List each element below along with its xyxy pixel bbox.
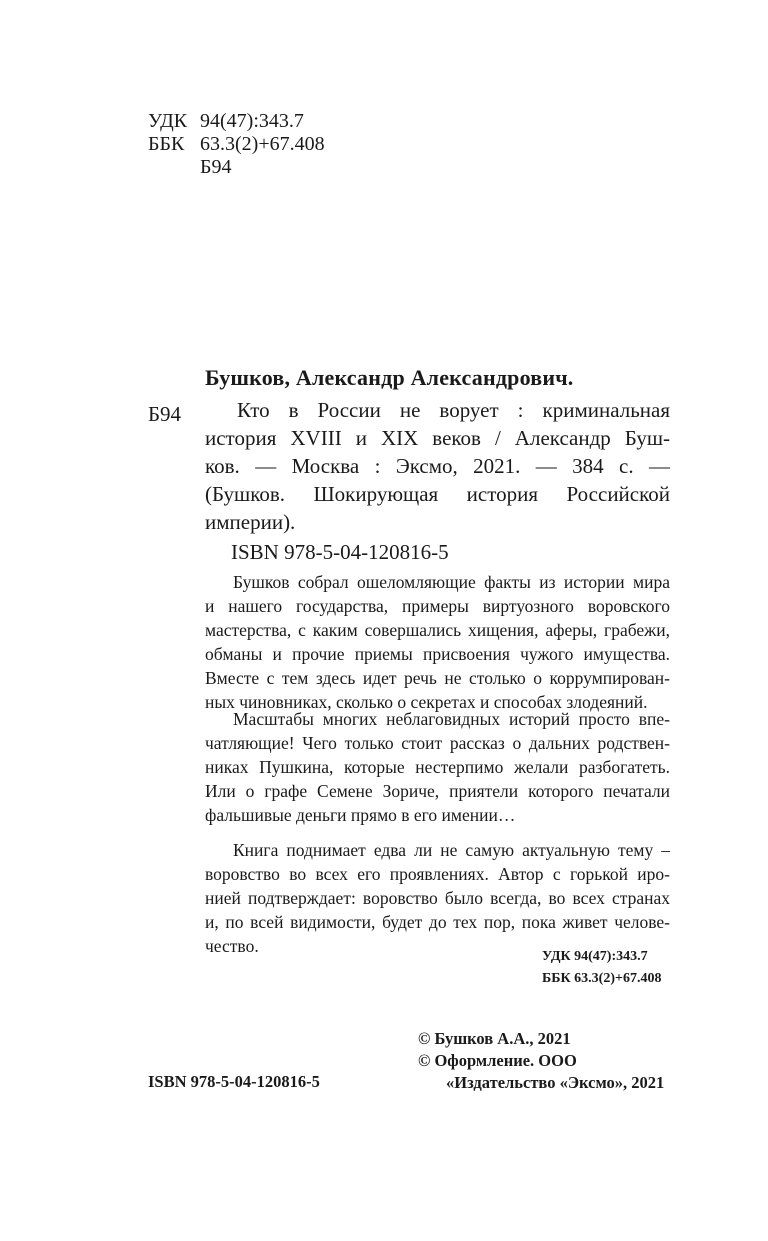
bottom-udk: УДК 94(47):343.7	[542, 949, 648, 964]
author-heading: Бушков, Александр Александрович.	[205, 365, 574, 390]
annotation-line: чество.	[205, 936, 259, 956]
annotation-line: Вместе с тем здесь идет речь не столько о коррумпирован-	[205, 668, 670, 688]
annotation-line: ных чиновниках, сколько о секретах и способах злодеяний.	[205, 692, 648, 712]
annotation-line: воровство во всех его проявлениях. Автор с горькой иро-	[205, 864, 670, 884]
bibliographic-description	[205, 396, 670, 536]
annotation-line: и, по всей видимости, будет до тех пор, пока живет челове-	[205, 912, 670, 932]
description-line: история XVIII и XIX веков / Александр Буш-	[205, 426, 670, 450]
bbk-row	[148, 133, 325, 156]
annotation-line: никах Пушкина, которые нестерпимо желали разбогатеть.	[205, 757, 670, 777]
description-line: Кто в России не ворует : криминальная	[237, 398, 670, 422]
annotation-line: Бушков собрал ошеломляющие факты из истории мира	[233, 572, 670, 592]
author-mark-row	[148, 156, 325, 179]
copyright-publisher: «Издательство «Эксмо», 2021	[446, 1073, 665, 1092]
annotation-line: нией подтверждает: воровство было всегда, во всех странах	[205, 888, 670, 908]
catalog-cipher: Б94	[148, 402, 182, 426]
annotation-line: Масштабы многих неблаговидных историй просто впе-	[233, 709, 670, 729]
bbk-label: ББК	[148, 133, 185, 155]
copyright-design: © Оформление. ООО	[418, 1051, 577, 1070]
bottom-classification-codes	[542, 946, 661, 990]
annotation-paragraph-1	[205, 570, 670, 714]
bottom-bbk: ББК 63.3(2)+67.408	[542, 971, 662, 986]
bbk-value: 63.3(2)+67.408	[200, 133, 325, 155]
annotation-line: Или о графе Семене Зориче, приятели которого печатали	[205, 781, 670, 801]
annotation-paragraph-3	[205, 838, 670, 958]
annotation-paragraph-2	[205, 707, 670, 827]
udk-label: УДК	[148, 110, 188, 132]
annotation-line: обманы и прочие приемы присвоения чужого имущества.	[205, 644, 670, 664]
description-line: ков. — Москва : Эксмо, 2021. — 384 с. —	[205, 454, 670, 478]
catalog-isbn: ISBN 978-5-04-120816-5	[231, 540, 449, 564]
annotation-line: фальшивые деньги прямо в его имении…	[205, 805, 516, 825]
annotation-line: Книга поднимает едва ли не самую актуальную тему –	[233, 840, 670, 860]
description-line: (Бушков. Шокирующая история Российской	[205, 482, 670, 506]
udk-value: 94(47):343.7	[200, 110, 304, 132]
author-mark-value: Б94	[200, 156, 232, 178]
udk-row	[148, 110, 325, 133]
top-classification-codes	[148, 110, 325, 179]
description-line: империи).	[205, 510, 296, 534]
annotation-line: мастерства, с каким совершались хищения, аферы, грабежи,	[205, 620, 670, 640]
annotation-line: чатляющие! Чего только стоит рассказ о дальних родствен-	[205, 733, 670, 753]
footer-isbn: ISBN 978-5-04-120816-5	[148, 1072, 320, 1091]
annotation-line: и нашего государства, примеры виртуозного воровского	[205, 596, 670, 616]
copyright-author: © Бушков А.А., 2021	[418, 1029, 571, 1048]
